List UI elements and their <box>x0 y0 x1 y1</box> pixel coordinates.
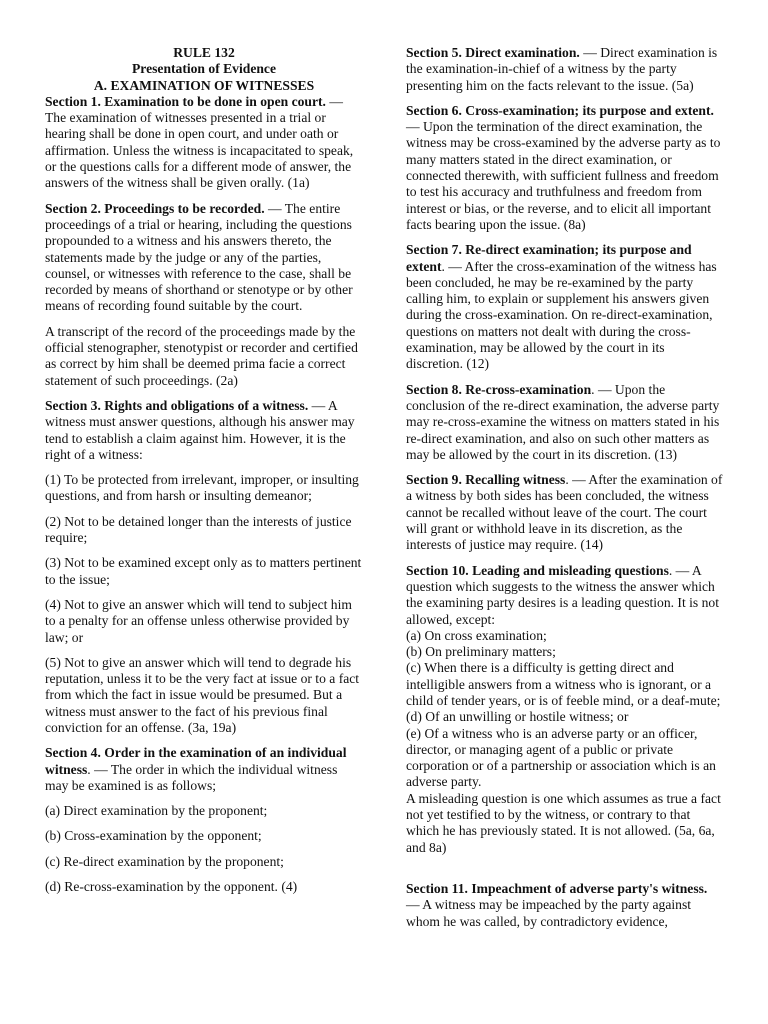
section-5 <box>406 45 724 94</box>
section-6-heading: Section 6. Cross-examination; its purpose and extent. <box>406 102 714 118</box>
section-10-item-c: (c) When there is a difficulty is getting direct and intelligible answers from a witness who is ignorant, or a child of tender years, or is of feeble mind, or a deaf-mute; <box>406 660 721 708</box>
section-3-item-2: (2) Not to be detained longer than the interests of justice require; <box>45 513 352 546</box>
section-10-text: . — A question which suggests to the witness the answer which the examining party desires is a leading question. It is not allowed, except: <box>406 562 719 627</box>
section-3-text: — A witness must answer questions, although his answer may tend to establish a claim against him. However, it is the right of a witness: <box>45 397 355 462</box>
section-3-item-3: (3) Not to be examined except only as to matters pertinent to the issue; <box>45 555 362 587</box>
section-4-item-b: (b) Cross-examination by the opponent; <box>45 828 262 844</box>
section-4 <box>45 745 363 794</box>
section-10-item-d: (d) Of an unwilling or hostile witness; or <box>406 709 629 725</box>
section-2 <box>45 201 363 315</box>
section-4-text: . — The order in which the individual witness may be examined is as follows; <box>45 761 338 793</box>
section-10-item-a: (a) On cross examination; <box>406 627 547 643</box>
section-3-item-4: (4) Not to give an answer which will tend to subject him to a penalty for an offense unless otherwise provided by law; or <box>45 596 352 645</box>
section-1-heading: Section 1. Examination to be done in open court. <box>45 93 326 109</box>
right-column <box>406 45 724 939</box>
section-11-heading: Section 11. Impeachment of adverse party's witness. <box>406 880 708 896</box>
section-8-heading: Section 8. Re-cross-examination <box>406 381 592 397</box>
section-5-text: — Direct examination is the examination-in-chief of a witness by the party presenting him on the facts relevant to the issue. (5a) <box>406 45 718 93</box>
section-3-item-1: (1) To be protected from irrelevant, improper, or insulting questions, and from harsh or insulting demeanor; <box>45 472 359 504</box>
section-1 <box>45 94 363 192</box>
section-7-heading: Section 7. Re-direct examination; its purpose and extent <box>406 242 692 274</box>
section-4-item-d: (d) Re-cross-examination by the opponent. (4) <box>45 879 298 895</box>
section-3-heading: Section 3. Rights and obligations of a witness. <box>45 397 309 413</box>
left-column <box>45 45 363 904</box>
section-9 <box>406 472 724 553</box>
rule-title: Presentation of Evidence <box>132 61 276 77</box>
section-10-misleading: A misleading question is one which assumes as true a fact not yet testified to by the witness, or contrary to that which he has previously stated. It is not allowed. (5a, 6a, and 8a) <box>406 790 721 855</box>
rule-number: RULE 132 <box>173 45 235 60</box>
section-11 <box>406 881 724 930</box>
section-2-paragraph-2: A transcript of the record of the proceedings made by the official stenographer, stenotypist or recorder and certified as correct by him shall be deemed prima facie a correct statement of such proceedings. (2a) <box>45 323 358 388</box>
section-10 <box>406 563 724 628</box>
section-3-item-5: (5) Not to give an answer which will tend to degrade his reputation, unless it to be the very fact at issue or to a fact from which the fact in issue would be presumed. But a witness must answer to the fact of his previous final conviction for an offense. (3a, 19a) <box>45 654 360 735</box>
section-4-item-c: (c) Re-direct examination by the proponent; <box>45 853 284 869</box>
section-6 <box>406 103 724 233</box>
section-10-heading: Section 10. Leading and misleading questions <box>406 562 669 578</box>
section-1-text: — The examination of witnesses presented in a trial or hearing shall be done in open court, and under oath or affirmation. Unless the witness is incapacitated to speak, or the questions calls for a different mode of answer, the answers of the witness shall be given orally. (1a) <box>45 93 354 191</box>
section-10-item-b: (b) On preliminary matters; <box>406 644 556 660</box>
section-6-text: — Upon the termination of the direct examination, the witness may be cross-examined by the adverse party as to many matters stated in the direct examination, or connected therewith, with sufficient fullness and freedom to test his accuracy and truthfulness and freedom from interest or bias, or the reverse, and to elicit all important facts bearing upon the issue. (8a) <box>406 119 721 232</box>
section-3 <box>45 398 363 463</box>
section-9-heading: Section 9. Recalling witness <box>406 472 566 488</box>
section-8-text: . — Upon the conclusion of the re-direct examination, the adverse party may re-cross-examine the witness on matters stated in his re-direct examination, and also on such other matters as may be allowed by the court in its discretion. (13) <box>406 381 720 462</box>
section-10-item-e: (e) Of a witness who is an adverse party or an officer, director, or managing agent of a public or private corporation or of a partnership or association which is an adverse party. <box>406 725 716 790</box>
section-2-heading: Section 2. Proceedings to be recorded. <box>45 200 265 216</box>
section-7-text: . — After the cross-examination of the witness has been concluded, he may be re-examined by the party calling him, to explain or supplement his answers given during the cross-examination. On re-direct-examination, questions on matters not dealt with during the cross-examination, may be allowed by the court in its discretion. (12) <box>406 258 717 372</box>
rule-subtitle: A. EXAMINATION OF WITNESSES <box>93 77 315 93</box>
section-4-heading: Section 4. Order in the examination of an individual witness <box>45 745 347 777</box>
section-4-item-a: (a) Direct examination by the proponent; <box>45 803 268 819</box>
section-2-text: — The entire proceedings of a trial or hearing, including the questions propounded to a witness and his answers thereto, the statements made by the judge or any of the parties, counsel, or witnesses with reference to the case, shall be recorded by means of shorthand or stenotype or by other means of recording found suitable by the court. <box>45 200 353 314</box>
section-5-heading: Section 5. Direct examination. <box>406 45 580 60</box>
section-11-text: — A witness may be impeached by the party against whom he was called, by contradictory evidence, <box>406 897 692 929</box>
section-7 <box>406 242 724 372</box>
section-9-text: . — After the examination of a witness by both sides has been concluded, the witness cannot be recalled without leave of the court. The court will grant or withhold leave in its discretion, as the interests of justice may require. (14) <box>406 472 723 553</box>
section-8 <box>406 382 724 463</box>
